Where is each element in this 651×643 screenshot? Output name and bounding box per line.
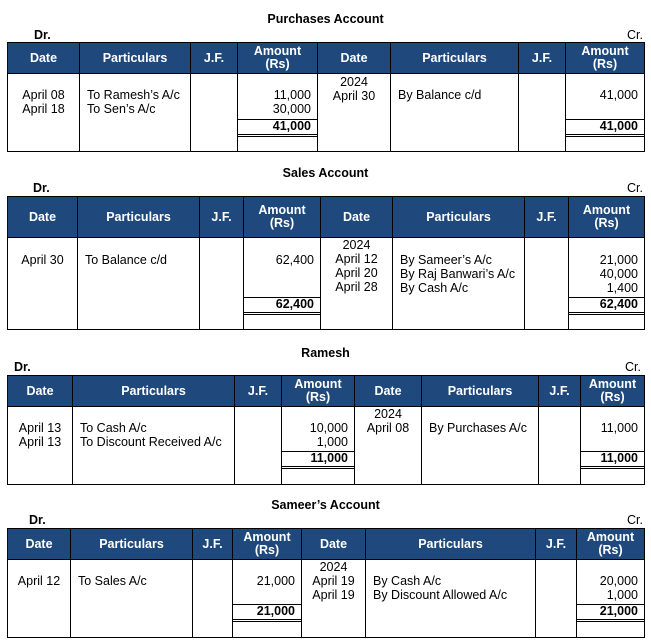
credit-particulars: By Sameer’s A/c By Raj Banwari’s A/c By Cash A/c [393, 238, 525, 330]
credit-amounts: 41,000 41,000 [566, 74, 645, 152]
col-amount-dr: Amount (Rs) [238, 43, 318, 74]
ledger-table [7, 528, 645, 638]
debit-amounts: 11,000 30,000 41,000 [238, 74, 318, 152]
col-particulars-cr: Particulars [422, 376, 539, 407]
col-date-cr: Date [321, 197, 393, 238]
col-amount-cr: Amount (Rs) [581, 376, 645, 407]
credit-label: Cr. [627, 181, 643, 195]
credit-total: 21,000 [577, 604, 644, 622]
col-amount-dr: Amount (Rs) [244, 197, 321, 238]
col-particulars-dr: Particulars [73, 376, 235, 407]
debit-amounts: 62,400 62,400 [244, 238, 321, 330]
debit-jf [235, 407, 282, 485]
col-jf-cr: J.F. [519, 43, 566, 74]
debit-jf [193, 560, 233, 638]
col-date-dr: Date [8, 197, 78, 238]
col-amount-dr: Amount (Rs) [233, 529, 302, 560]
col-amount-cr: Amount (Rs) [566, 43, 645, 74]
col-date-dr: Date [8, 43, 80, 74]
debit-amounts: 10,000 1,000 11,000 [282, 407, 355, 485]
account-title: Ramesh [301, 346, 350, 360]
sales-account [0, 160, 651, 335]
credit-amounts: 20,000 1,000 21,000 [577, 560, 645, 638]
account-title: Purchases Account [267, 12, 384, 26]
ramesh-account [0, 340, 651, 488]
debit-label: Dr. [34, 28, 51, 42]
col-jf-dr: J.F. [191, 43, 238, 74]
debit-dates: April 08 April 18 [8, 74, 80, 152]
credit-dates: 2024 April 19 April 19 [302, 560, 366, 638]
debit-particulars: To Cash A/c To Discount Received A/c [73, 407, 235, 485]
debit-total: 11,000 [282, 451, 354, 469]
credit-amounts: 11,000 11,000 [581, 407, 645, 485]
debit-total: 41,000 [238, 119, 317, 137]
credit-total: 41,000 [566, 119, 644, 137]
col-date-dr: Date [8, 376, 73, 407]
ledger-table [7, 196, 645, 330]
debit-total: 21,000 [233, 604, 301, 622]
col-amount-dr: Amount (Rs) [282, 376, 355, 407]
credit-jf [525, 238, 569, 330]
debit-particulars: To Balance c/d [78, 238, 200, 330]
credit-total: 11,000 [581, 451, 644, 469]
debit-jf [191, 74, 238, 152]
purchases-account [0, 0, 651, 155]
debit-jf [200, 238, 244, 330]
credit-amounts: 21,000 40,000 1,400 62,400 [569, 238, 645, 330]
debit-particulars: To Ramesh’s A/c To Sen’s A/c [80, 74, 191, 152]
credit-label: Cr. [625, 360, 641, 374]
account-title: Sameer’s Account [271, 498, 380, 512]
credit-label: Cr. [627, 28, 643, 42]
col-jf-dr: J.F. [200, 197, 244, 238]
col-amount-cr: Amount (Rs) [577, 529, 645, 560]
debit-dates: April 13 April 13 [8, 407, 73, 485]
account-title: Sales Account [282, 166, 369, 180]
credit-jf [539, 407, 581, 485]
credit-dates: 2024 April 30 [318, 74, 391, 152]
credit-jf [536, 560, 577, 638]
col-amount-cr: Amount (Rs) [569, 197, 645, 238]
debit-dates: April 12 [8, 560, 71, 638]
col-date-cr: Date [318, 43, 391, 74]
col-particulars-dr: Particulars [78, 197, 200, 238]
debit-dates: April 30 [8, 238, 78, 330]
col-date-cr: Date [302, 529, 366, 560]
debit-label: Dr. [33, 181, 50, 195]
col-date-cr: Date [355, 376, 422, 407]
col-jf-cr: J.F. [525, 197, 569, 238]
col-particulars-cr: Particulars [393, 197, 525, 238]
col-jf-dr: J.F. [235, 376, 282, 407]
col-jf-dr: J.F. [193, 529, 233, 560]
debit-amounts: 21,000 21,000 [233, 560, 302, 638]
credit-label: Cr. [627, 513, 643, 527]
credit-particulars: By Cash A/c By Discount Allowed A/c [366, 560, 536, 638]
col-particulars-dr: Particulars [80, 43, 191, 74]
credit-jf [519, 74, 566, 152]
col-jf-cr: J.F. [539, 376, 581, 407]
ledger-table [7, 42, 645, 152]
debit-total: 62,400 [244, 297, 320, 315]
col-date-dr: Date [8, 529, 71, 560]
credit-dates: 2024 April 12 April 20 April 28 [321, 238, 393, 330]
col-particulars-cr: Particulars [366, 529, 536, 560]
col-particulars-cr: Particulars [391, 43, 519, 74]
col-jf-cr: J.F. [536, 529, 577, 560]
debit-particulars: To Sales A/c [71, 560, 193, 638]
debit-label: Dr. [14, 360, 31, 374]
credit-total: 62,400 [569, 297, 644, 315]
debit-label: Dr. [29, 513, 46, 527]
credit-dates: 2024 April 08 [355, 407, 422, 485]
sameer-account [0, 490, 651, 643]
ledger-table [7, 375, 645, 485]
credit-particulars: By Balance c/d [391, 74, 519, 152]
col-particulars-dr: Particulars [71, 529, 193, 560]
credit-particulars: By Purchases A/c [422, 407, 539, 485]
